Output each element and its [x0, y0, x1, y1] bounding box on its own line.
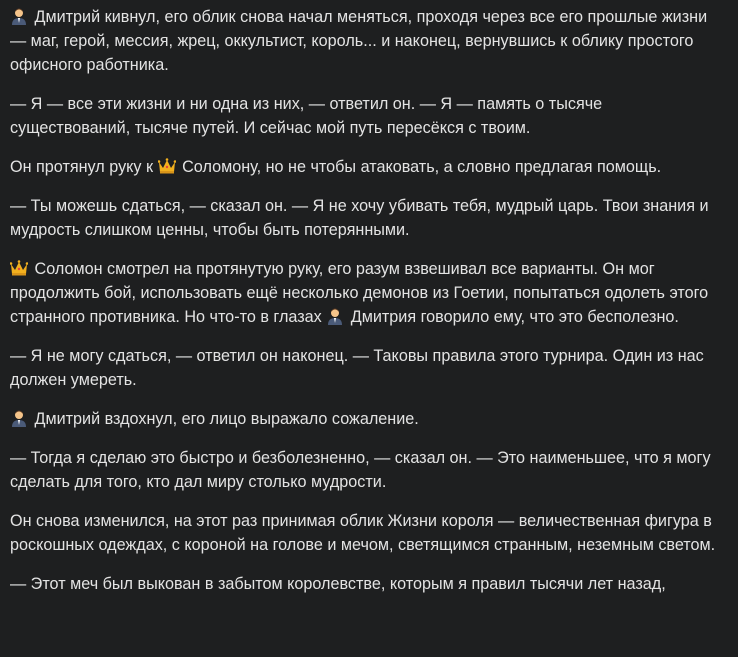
- paragraph-9: Он снова изменился, на этот раз принимая облик Жизни короля — величественная фигура в роскошных одеждах, с короной на голове и мечом, светящимся странным, неземным светом.: [10, 512, 716, 554]
- office-worker-icon: [326, 307, 344, 325]
- paragraph-2: — Я — все эти жизни и ни одна из них, — ответил он. — Я — память о тысяче существований, тысяче путей. И сейчас мой путь пересёкся с твоим.: [10, 95, 603, 137]
- paragraph-8: — Тогда я сделаю это быстро и безболезненно, — сказал он. — Это наименьшее, что я могу сделать для того, кто дал миру столько мудрости.: [10, 449, 711, 491]
- paragraph-4: — Ты можешь сдаться, — сказал он. — Я не хочу убивать тебя, мудрый царь. Твои знания и мудрость слишком ценны, чтобы быть потерянными.: [10, 197, 709, 239]
- paragraph-6: — Я не могу сдаться, — ответил он наконец. — Таковы правила этого турнира. Один из нас должен умереть.: [10, 347, 704, 389]
- paragraph-7: Дмитрий вздохнул, его лицо выражало сожаление.: [10, 407, 718, 431]
- paragraph-1: Дмитрий кивнул, его облик снова начал меняться, проходя через все его прошлые жизни — маг, герой, мессия, жрец, оккультист, король... и наконец, вернувшись к облику простого офисного работника.: [10, 8, 708, 74]
- office-worker-icon: [10, 409, 28, 427]
- paragraph-10: — Этот меч был выкован в забытом королевстве, которым я правил тысячи лет назад,: [10, 575, 666, 593]
- crown-icon: [10, 259, 28, 277]
- paragraph-5: Соломон смотрел на протянутую руку, его разум взвешивал все варианты. Он мог продолжить бой, использовать ещё несколько демонов из Гоетии, попытаться одолеть этого странного противника. Но что-то в глазах Дмитрия говорило ему, что это бесполезно.: [10, 260, 709, 326]
- office-worker-icon: [10, 7, 28, 25]
- crown-icon: [158, 157, 176, 175]
- paragraph-3: Он протянул руку к Соломону, но не чтобы атаковать, а словно предлагая помощь.: [10, 158, 662, 176]
